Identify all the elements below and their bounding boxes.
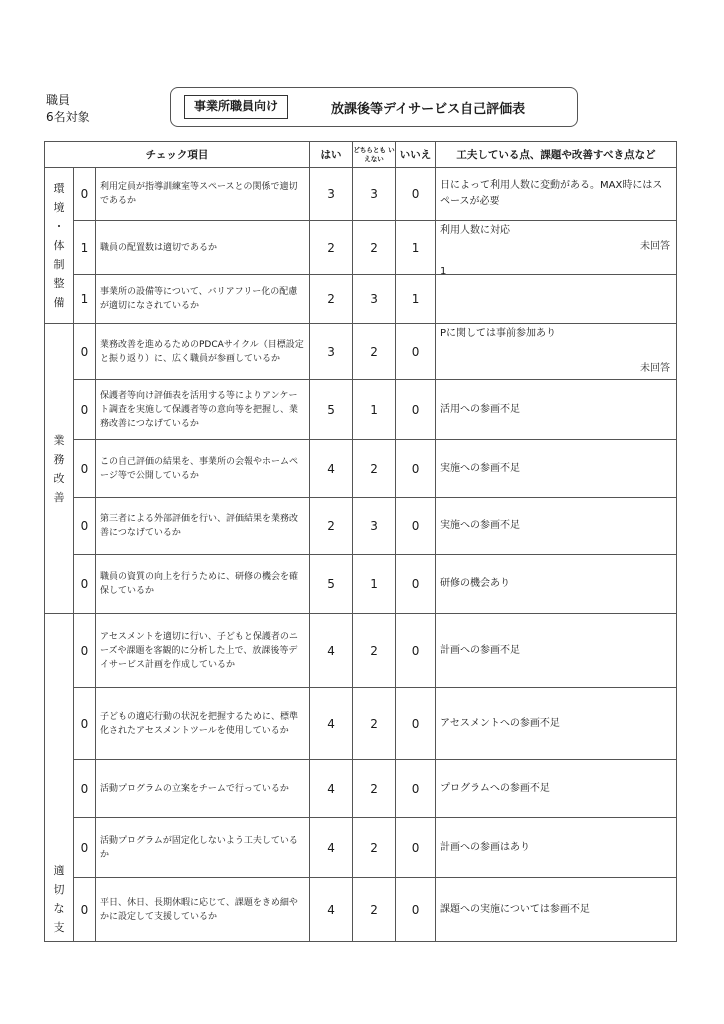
comment: プログラムへの参画不足 — [436, 760, 677, 818]
no-count: 0 — [396, 818, 436, 878]
neither-count: 3 — [353, 275, 396, 324]
yes-count: 5 — [310, 380, 353, 440]
row-number: 0 — [74, 688, 96, 760]
category-char: 制 — [53, 258, 65, 271]
col-no: いいえ — [396, 142, 436, 168]
yes-count: 5 — [310, 555, 353, 614]
category-char: 備 — [53, 296, 65, 309]
table-row — [45, 614, 677, 688]
table-row — [45, 498, 677, 555]
row-number: 0 — [74, 760, 96, 818]
comment: 計画への参画不足 — [436, 614, 677, 688]
no-count: 1 — [396, 275, 436, 324]
no-count: 0 — [396, 555, 436, 614]
neither-count: 3 — [353, 498, 396, 555]
category-char: な — [53, 902, 65, 915]
comment — [436, 275, 677, 324]
yes-count: 4 — [310, 818, 353, 878]
audience-badge: 事業所職員向け — [184, 95, 288, 119]
neither-count: 2 — [353, 760, 396, 818]
row-number: 0 — [74, 818, 96, 878]
category-char: 境 — [53, 201, 65, 214]
category-char: 善 — [53, 490, 65, 504]
category-char: 適 — [53, 864, 65, 877]
no-count: 1 — [396, 221, 436, 275]
row-number: 0 — [74, 324, 96, 380]
check-item-text: 利用定員が指導訓練室等スペースとの関係で適切であるか — [96, 168, 310, 221]
table-row — [45, 760, 677, 818]
neither-count: 1 — [353, 380, 396, 440]
yes-count: 4 — [310, 440, 353, 498]
comment: 課題への実施については参画不足 — [436, 878, 677, 942]
no-count: 0 — [396, 614, 436, 688]
check-item-text: アセスメントを適切に行い、子どもと保護者のニーズや課題を客観的に分析した上で、放課後等デイサービス計画を作成しているか — [96, 614, 310, 688]
table-row — [45, 324, 677, 380]
target-info — [46, 92, 90, 126]
check-item-text: 保護者等向け評価表を活用する等によりアンケート調査を実施して保護者等の意向等を把握し、業務改善につなげているか — [96, 380, 310, 440]
category-char: ・ — [53, 220, 65, 233]
neither-count: 3 — [353, 168, 396, 221]
row-number: 0 — [74, 168, 96, 221]
check-item-text: 業務改善を進めるためのPDCAサイクル（目標設定と振り返り）に、広く職員が参画しているか — [96, 324, 310, 380]
title-box — [170, 87, 578, 127]
category-support — [45, 614, 74, 942]
comment: Pに関しては事前参加あり — [440, 328, 557, 339]
yes-count: 4 — [310, 614, 353, 688]
row-number: 0 — [74, 614, 96, 688]
col-yes: はい — [310, 142, 353, 168]
comment-cell — [436, 324, 677, 380]
yes-count: 2 — [310, 221, 353, 275]
comment: 日によって利用人数に変動がある。MAX時にはスペースが必要 — [436, 168, 677, 221]
table-row — [45, 555, 677, 614]
category-operations — [45, 324, 74, 614]
check-item-text: 職員の資質の向上を行うために、研修の機会を確保しているか — [96, 555, 310, 614]
comment: 利用人数に対応 — [440, 225, 511, 236]
row-number: 1 — [74, 221, 96, 275]
category-char: 環 — [53, 182, 65, 195]
col-improvements: 工夫している点、課題や改善すべき点など — [436, 142, 677, 168]
category-char: 改 — [53, 471, 65, 485]
category-char: 支 — [53, 921, 65, 934]
table-row — [45, 440, 677, 498]
no-count: 0 — [396, 498, 436, 555]
no-count: 0 — [396, 380, 436, 440]
staff-label: 職員 — [46, 93, 71, 107]
unanswered-count: 1 — [440, 266, 447, 277]
row-number: 0 — [74, 498, 96, 555]
comment: 実施への参画不足 — [436, 440, 677, 498]
col-neither: どちらとも いえない — [353, 142, 396, 168]
check-item-text: 活動プログラムの立案をチームで行っているか — [96, 760, 310, 818]
unanswered-note: 未回答 — [640, 363, 671, 374]
check-item-text: 平日、休日、長期休暇に応じて、課題をきめ細やかに設定して支援しているか — [96, 878, 310, 942]
neither-count: 2 — [353, 818, 396, 878]
no-count: 0 — [396, 440, 436, 498]
target-count: 6名対象 — [46, 110, 90, 124]
comment: 計画への参画はあり — [436, 818, 677, 878]
row-number: 0 — [74, 878, 96, 942]
category-char: 務 — [53, 452, 65, 466]
neither-count: 2 — [353, 221, 396, 275]
neither-count: 1 — [353, 555, 396, 614]
table-row — [45, 221, 677, 275]
category-char: 切 — [53, 883, 65, 896]
page-title: 放課後等デイサービス自己評価表 — [331, 102, 526, 117]
check-item-text: 子どもの適応行動の状況を把握するために、標準化されたアセスメントツールを使用しているか — [96, 688, 310, 760]
evaluation-table — [44, 141, 677, 942]
category-environment — [45, 168, 74, 324]
row-number: 1 — [74, 275, 96, 324]
yes-count: 2 — [310, 275, 353, 324]
comment: 研修の機会あり — [436, 555, 677, 614]
yes-count: 4 — [310, 760, 353, 818]
neither-count: 2 — [353, 614, 396, 688]
neither-count: 2 — [353, 440, 396, 498]
row-number: 0 — [74, 440, 96, 498]
category-char: 整 — [53, 277, 65, 290]
check-item-text: この自己評価の結果を、事業所の会報やホームページ等で公開しているか — [96, 440, 310, 498]
unanswered-note: 未回答 — [640, 241, 671, 252]
check-item-text: 活動プログラムが固定化しないよう工夫しているか — [96, 818, 310, 878]
col-check-item: チェック項目 — [45, 142, 310, 168]
comment: 実施への参画不足 — [436, 498, 677, 555]
check-item-text: 事業所の設備等について、バリアフリー化の配慮が適切になされているか — [96, 275, 310, 324]
check-item-text: 職員の配置数は適切であるか — [96, 221, 310, 275]
table-row — [45, 688, 677, 760]
table-row — [45, 878, 677, 942]
yes-count: 2 — [310, 498, 353, 555]
no-count: 0 — [396, 760, 436, 818]
row-number: 0 — [74, 555, 96, 614]
no-count: 0 — [396, 168, 436, 221]
comment-cell — [436, 221, 677, 275]
neither-count: 2 — [353, 688, 396, 760]
comment: アセスメントへの参画不足 — [436, 688, 677, 760]
yes-count: 3 — [310, 168, 353, 221]
table-row — [45, 818, 677, 878]
neither-count: 2 — [353, 324, 396, 380]
neither-count: 2 — [353, 878, 396, 942]
no-count: 0 — [396, 324, 436, 380]
comment: 活用への参画不足 — [436, 380, 677, 440]
table-row — [45, 380, 677, 440]
check-item-text: 第三者による外部評価を行い、評価結果を業務改善につなげているか — [96, 498, 310, 555]
category-char: 体 — [53, 239, 65, 252]
table-row — [45, 168, 677, 221]
header-row — [45, 142, 677, 168]
no-count: 0 — [396, 688, 436, 760]
yes-count: 3 — [310, 324, 353, 380]
table-row — [45, 275, 677, 324]
category-char: 業 — [53, 433, 65, 447]
row-number: 0 — [74, 380, 96, 440]
yes-count: 4 — [310, 688, 353, 760]
no-count: 0 — [396, 878, 436, 942]
yes-count: 4 — [310, 878, 353, 942]
